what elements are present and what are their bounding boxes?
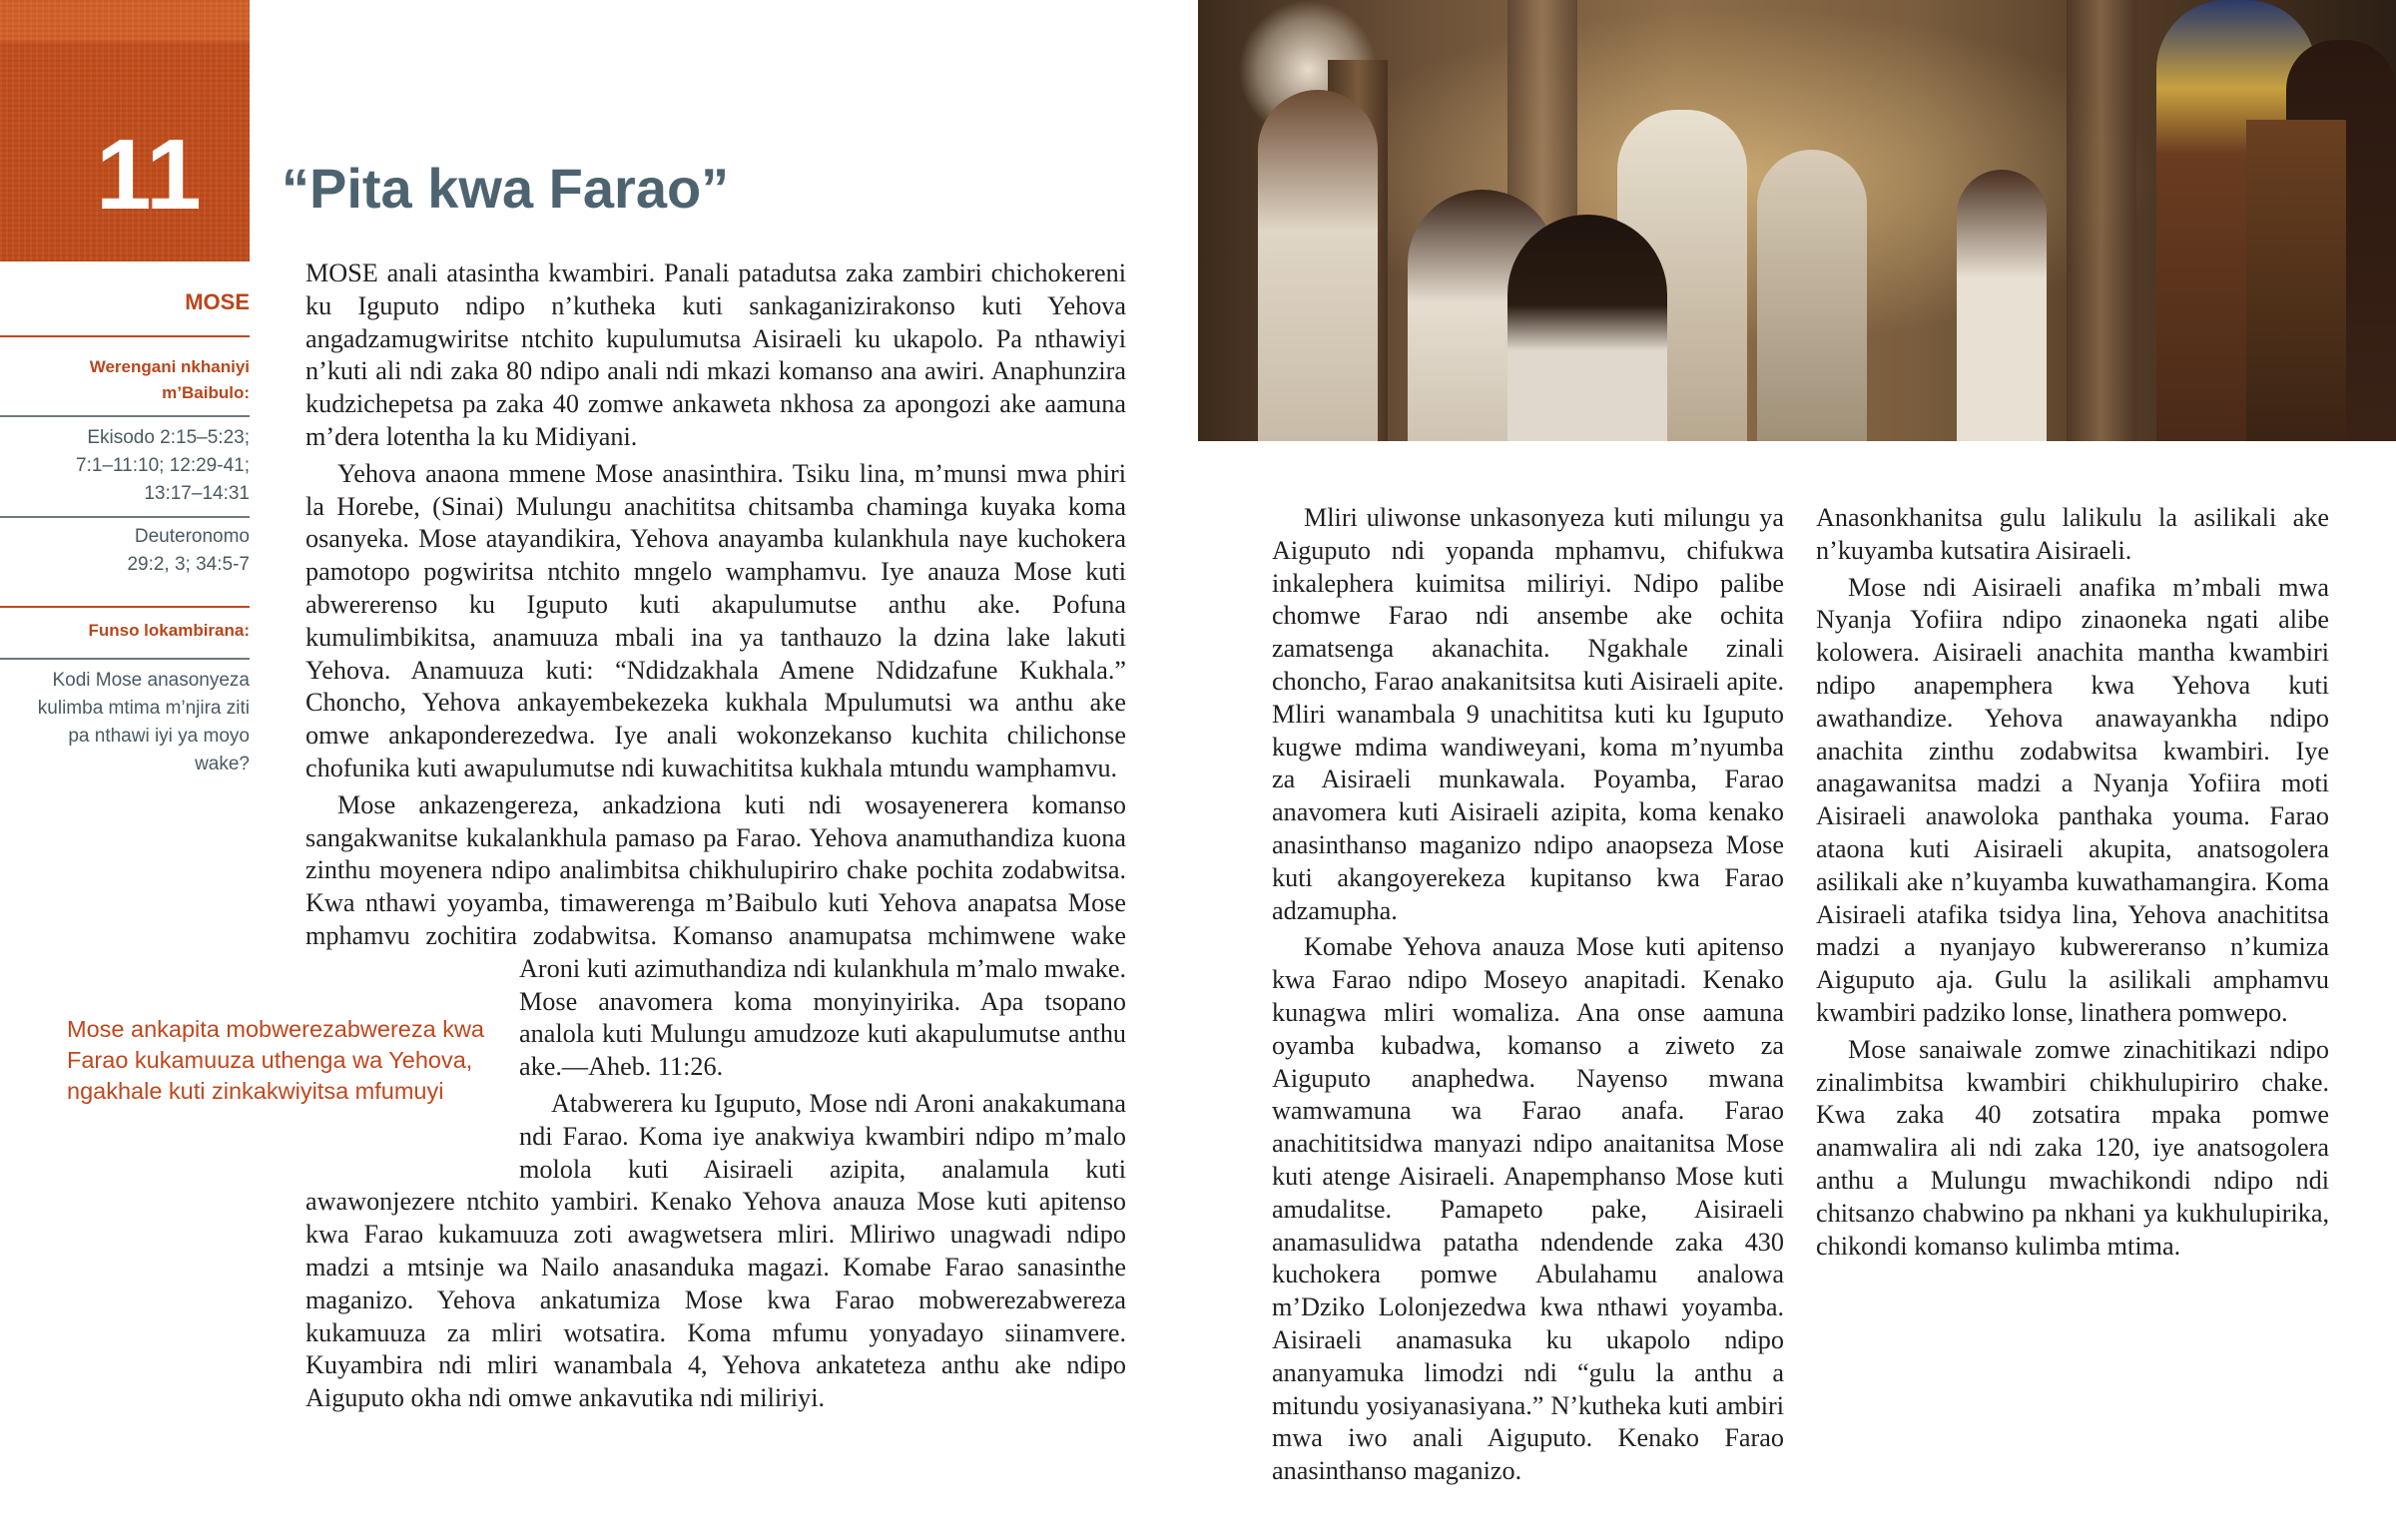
illustration-moses-before-pharaoh <box>1198 0 2396 441</box>
reference-line: Deuteronomo <box>134 526 250 547</box>
chapter-title: “Pita kwa Farao” <box>282 157 730 220</box>
chapter-number: 11 <box>96 119 202 231</box>
pull-quote: Mose ankapita mobwerezabwereza kwa Farao kukamuuza uthenga wa Yehova, ngakhale kuti zinkakwiyitsa mfumuyi <box>67 1016 484 1104</box>
pull-quote-gap <box>305 968 519 1165</box>
divider <box>0 415 250 417</box>
divider <box>0 606 250 608</box>
paragraph: Mose ankazengereza, ankadziona kuti ndi wosayenerera komanso sangakwanitse kukalankhula pamaso pa Farao. Yehova anamuthandiza kuona zinthu moyenera ndipo analimbitsa chikhulupiriro chake pochita zodabwitsa. Kwa nthawi yoyamba, timawerenga m’Baibulo kuti Yehova anapatsa Mose mphamvu zochitira zodabwitsa. Komanso anamupatsa mchimwene wake Aroni kuti azimuthandiza ndi kulankhula m’malo mwake. Mose anavomera koma monyinyirika. Apa tsopano analola kuti Mulungu amudzoze kuti akapulumutse anthu ake.—Aheb. 11:26. <box>305 789 1126 1082</box>
scripture-reference[interactable] <box>0 523 250 579</box>
scripture-reference[interactable] <box>0 424 250 508</box>
reference-line: 13:17–14:31 <box>144 483 250 504</box>
article-column-right <box>1816 502 2329 1267</box>
paragraph: Mose ndi Aisiraeli anafika m’mbali mwa Nyanja Yofiira ndipo zinaoneka ngati alibe kolowera. Aisiraeli anachita mantha kwambiri ndipo anapemphera kwa Yehova kuti awathandize. Yehova anawayankha ndipo anachita zinthu zodabwitsa kwambiri. Iye anagawanitsa madzi a Nyanja Yofiira moti Aisiraeli anawoloka panthaka youma. Farao ataona kuti Aisiraeli akupita, anatsogolera asilikali ake n’kuyamba kuwathamangira. Koma Aisiraeli atafika tsidya lina, Yehova anachititsa madzi a nyanjayo kubwereranso n’kumiza Aiguputo aja. Gulu la asilikali amphamvu kwambiri padziko lonse, linathera pomwepo. <box>1816 572 2329 1027</box>
paragraph: Komabe Yehova anauza Mose kuti apitenso kwa Farao ndipo Moseyo anapitadi. Kenako kunagwa mliri womaliza. Ana onse aamuna oyamba kubadwa, komanso a ziweto za Aiguputo anaphedwa. Nayenso mwana wamwamuna wa Farao anafa. Farao anachititsidwa manyazi ndipo anaitanitsa Mose kuti atenge Aisiraeli. Anapemphanso Mose kuti amudalitse. Pamapeto pake, Aisiraeli anamasulidwa patatha ndendende zaka 430 kuchokera pomwe Abulahamu analowa m’Dziko Lolonjezedwa kwa nthawi yoyamba. Aisiraeli anamasuka ku ukapolo ndipo ananyamuka limodzi ndi “gulu la anthu a mitundu yosiyanasiyana.” N’kutheka kuti ambiri mwa iwo anali Aiguputo. Kenako Farao anasinthanso maganizo. <box>1272 932 1784 1486</box>
paragraph: Anasonkhanitsa gulu lalikulu la asilikali ake n’kuyamba kutsatira Aisiraeli. <box>1816 503 2329 565</box>
sidebar-person-name: MOSE <box>185 289 250 314</box>
reference-line: 7:1–11:10; 12:29-41; <box>76 455 250 476</box>
article-column-middle <box>1272 502 1784 1492</box>
chapter-number-block <box>0 0 250 261</box>
reading-label: Werengani nkhaniyi m’Baibulo: <box>89 357 250 402</box>
reference-line: 29:2, 3; 34:5-7 <box>127 554 250 575</box>
paragraph: Mose sanaiwale zomwe zinachitikazi ndipo zinalimbitsa kwambiri chikhulupiriro chake. Kwa zaka 40 zotsatira mpaka pomwe anamwalira ali ndi zaka 120, iye anatsogolera anthu a Mulungu mwachikondi ndipo ndi chitsanzo chabwino pa nkhani ya kukhulupirika, chikondi komanso kulimba mtima. <box>1816 1034 2329 1261</box>
reference-line: Ekisodo 2:15–5:23; <box>87 427 250 448</box>
paragraph: Mliri uliwonse unkasonyeza kuti milungu ya Aiguputo ndi yopanda mphamvu, chifukwa inkalephera kuimitsa miliriyi. Ndipo palibe chomwe Farao ndi ansembe ake ochita zamatsenga akanachita. Ngakhale zinali choncho, Farao anakanitsitsa kuti Aisiraeli apite. Mliri wanambala 9 unachititsa kuti ku Iguputo kugwe mdima wandiweyani, koma m’nyumba za Aisiraeli munkawala. Poyamba, Farao anavomera kuti Aisiraeli azipita, koma kenako anasinthanso maganizo ndipo anaopseza Mose kuti akangoyerekeza kupitanso kwa Farao adzamupha. <box>1272 503 1784 925</box>
paragraph: Yehova anaona mmene Mose anasinthira. Tsiku lina, m’munsi mwa phiri la Horebe, (Sinai) Mulungu anachititsa chitsamba chaminga kuyaka koma osanyeka. Mose atayandikira, Yehova anayamba kulankhula naye kuchokera pamotopo pogwiritsa ntchito mngelo wamphamvu. Iye anauza Mose kuti abwererenso ku Iguputo kuti akapulumutse anthu ake. Pofuna kumulimbikitsa, anamuuza mbali ina ya tanthauzo la dzina lake lakuti Yehova. Anamuuza kuti: “Ndidzakhala Amene Ndidzafune Kukhala.” Choncho, Yehova ankayembekezeka kukhala Mpulumutsi wa anthu ake omwe ankaponderezedwa. Iye anali wokonzekanso kuchita chilichonse chofunika kuti awapulumutse ndi kuwachititsa kukhala mtundu wamphamvu. <box>305 458 1126 782</box>
divider <box>0 658 250 660</box>
paragraph: Atabwerera ku Iguputo, Mose ndi Aroni anakakumana ndi Farao. Koma iye anakwiya kwambiri ndipo m’malo mololа kuti Aisiraeli azipita, analamula kuti awawonjezere ntchito yambiri. Kenako Yehova anauza Mose kuti apitenso kwa Farao kukamuuza zoti awagwetsera mliri. Mliriwo unagwadi ndipo madzi a mtsinje wa Nailo anasanduka magazi. Komabe Farao sanasinthe maganizo. Yehova ankatumiza Mose kwa Farao mobwerezabwereza kukamuuza za mliri wotsatira. Koma mfumu yonyadayo siinamvere. Kuyambira ndi mliri wanambala 4, Yehova ankateteza anthu ake ndipo Aiguputo okha ndi omwe ankavutika ndi miliriyi. <box>305 1088 1126 1413</box>
divider <box>0 335 250 337</box>
discussion-label: Funso lokambirana: <box>88 621 250 640</box>
paragraph: MOSE anali atasintha kwambiri. Panali patadutsa zaka zambiri chichokereni ku Iguputo ndipo n’kutheka kuti sankaganizirakonso kuti Yehova angadzamugwiritse ntchito kupulumutsa Aisiraeli ku ukapolo. Pa nthawiyi n’kuti ali ndi zaka 80 ndipo anali ndi mkazi komanso ana awiri. Anaphunzira kudzichepetsa pa zaka 40 zomwe ankaweta nkhosa za apongozi ake aamuna m’dera lotentha la ku Midiyani. <box>305 258 1126 451</box>
divider <box>0 516 250 518</box>
article-column-left <box>305 257 1126 1419</box>
discussion-question: Kodi Mose anasonyeza kulimba mtima m’njira ziti pa nthawi iyi ya moyo wake? <box>37 670 250 774</box>
